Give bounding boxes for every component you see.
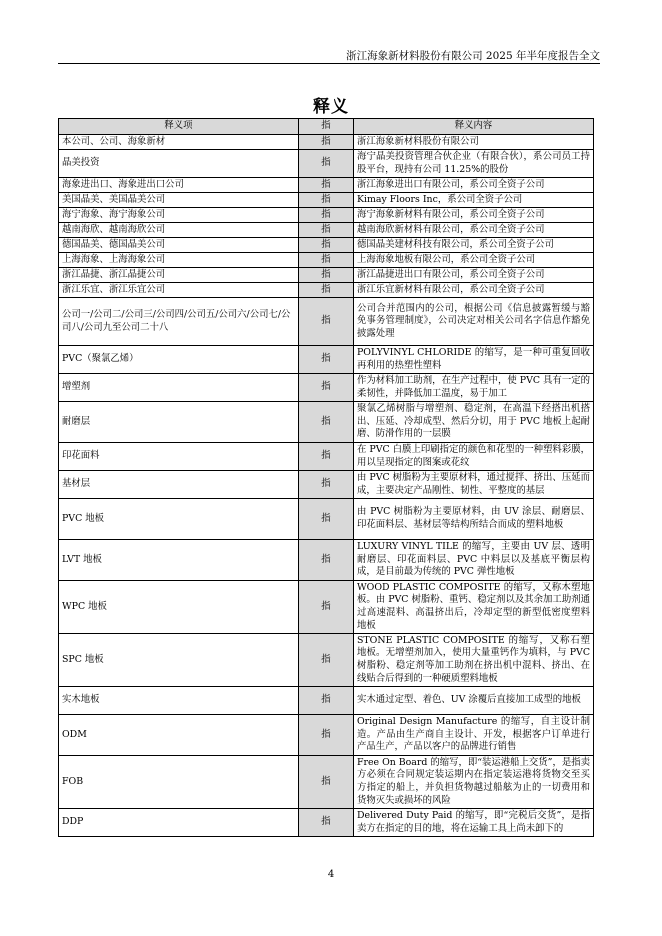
term-cell: 印花面料 [59, 443, 299, 471]
desc-cell: 浙江海象新材料股份有限公司 [354, 135, 594, 150]
desc-cell: 上海海象地板有限公司，系公司全资子公司 [354, 253, 594, 268]
term-cell: 越南海欣、越南海欣公司 [59, 223, 299, 238]
desc-cell: 实木通过定型、着色、UV 涂覆后直接加工成型的地板 [354, 687, 594, 715]
term-cell: 浙江晶捷、浙江晶捷公司 [59, 268, 299, 283]
table-row [59, 253, 594, 268]
page-title: 释义 [313, 97, 349, 117]
table-row [59, 499, 594, 540]
ref-cell: 指 [299, 223, 354, 238]
table-row [59, 238, 594, 253]
ref-cell: 指 [299, 283, 354, 298]
ref-cell: 指 [299, 581, 354, 634]
term-cell: DDP [59, 809, 299, 837]
ref-cell: 指 [299, 715, 354, 756]
term-cell: PVC（聚氯乙烯） [59, 346, 299, 374]
table-row [59, 715, 594, 756]
term-cell: 本公司、公司、海象新材 [59, 135, 299, 150]
header-ref: 指 [299, 119, 354, 135]
ref-cell: 指 [299, 402, 354, 443]
ref-cell: 指 [299, 135, 354, 150]
ref-cell: 指 [299, 193, 354, 208]
ref-cell: 指 [299, 178, 354, 193]
table-row [59, 471, 594, 499]
desc-cell: 公司合并范围内的公司，根据公司《信息披露暂缓与豁免事务管理制度》，公司决定对相关公司名字信息作豁免披露处理 [354, 298, 594, 346]
term-cell: 美国晶美、美国晶美公司 [59, 193, 299, 208]
header-desc: 释义内容 [354, 119, 594, 135]
table-row [59, 540, 594, 581]
term-cell: WPC 地板 [59, 581, 299, 634]
table-row [59, 135, 594, 150]
desc-cell: Free On Board 的缩写，即“装运港船上交货”，是指卖方必须在合同规定装运期内在指定装运港将货物交至买方指定的船上，并负担货物越过船舷为止的一切费用和货物灭失或损坏的风险 [354, 756, 594, 809]
desc-cell: 在 PVC 白膜上印刷指定的颜色和花型的一种塑料彩膜，用以呈现指定的图案或花纹 [354, 443, 594, 471]
desc-cell: 由 PVC 树脂粉为主要原材料，由 UV 涂层、耐磨层、印花面料层、基材层等结构所结合而成的塑料地板 [354, 499, 594, 540]
ref-cell: 指 [299, 253, 354, 268]
header-term: 释义项 [59, 119, 299, 135]
ref-cell: 指 [299, 298, 354, 346]
header-rule [58, 63, 600, 64]
table-row [59, 581, 594, 634]
table-row [59, 193, 594, 208]
desc-cell: Original Design Manufacture 的缩写，自主设计制造。产品由生产商自主设计、开发，根据客户订单进行产品生产，产品以客户的品牌进行销售 [354, 715, 594, 756]
table-row [59, 268, 594, 283]
table-row [59, 150, 594, 178]
ref-cell: 指 [299, 756, 354, 809]
table-row [59, 346, 594, 374]
desc-cell: 聚氯乙烯树脂与增塑剂、稳定剂，在高温下经搭出机搭出、压延、冷却成型、然后分切，用于 PVC 地板上起耐磨、防滑作用的一层膜 [354, 402, 594, 443]
desc-cell: LUXURY VINYL TILE 的缩写，主要由 UV 层、透明耐磨层、印花面料层、PVC 中料层以及基底平衡层构成，是目前最为传统的 PVC 弹性地板 [354, 540, 594, 581]
ref-cell: 指 [299, 634, 354, 687]
desc-cell: 浙江海象进出口有限公司，系公司全资子公司 [354, 178, 594, 193]
table-row [59, 634, 594, 687]
term-cell: 实木地板 [59, 687, 299, 715]
desc-cell: STONE PLASTIC COMPOSITE 的缩写，又称石塑地板。无增塑剂加入，使用大量重钙作为填料，与 PVC 树脂粉、稳定剂等加工助剂在挤出机中混料、挤出、在线贴合后得到的一种硬质塑料地板 [354, 634, 594, 687]
page-number: 4 [327, 869, 335, 880]
term-cell: PVC 地板 [59, 499, 299, 540]
definitions-table [58, 118, 594, 837]
ref-cell: 指 [299, 208, 354, 223]
term-cell: 上海海象、上海海象公司 [59, 253, 299, 268]
desc-cell: 浙江晶捷进出口有限公司，系公司全资子公司 [354, 268, 594, 283]
desc-cell: 海宁晶美投资管理合伙企业（有限合伙），系公司员工持股平台，现持有公司 11.25%的股份 [354, 150, 594, 178]
table-row [59, 374, 594, 402]
ref-cell: 指 [299, 374, 354, 402]
term-cell: 基材层 [59, 471, 299, 499]
table-row [59, 223, 594, 238]
term-cell: SPC 地板 [59, 634, 299, 687]
term-cell: 晶美投资 [59, 150, 299, 178]
term-cell: ODM [59, 715, 299, 756]
ref-cell: 指 [299, 471, 354, 499]
table-row [59, 756, 594, 809]
ref-cell: 指 [299, 238, 354, 253]
term-cell: 海宁海象、海宁海象公司 [59, 208, 299, 223]
desc-cell: Delivered Duty Paid 的缩写，即“完税后交货”，是指卖方在指定的目的地，将在运输工具上尚未卸下的 [354, 809, 594, 837]
ref-cell: 指 [299, 809, 354, 837]
table-row [59, 809, 594, 837]
term-cell: 耐磨层 [59, 402, 299, 443]
desc-cell: 海宁海象新材料有限公司，系公司全资子公司 [354, 208, 594, 223]
ref-cell: 指 [299, 443, 354, 471]
ref-cell: 指 [299, 687, 354, 715]
table-row [59, 178, 594, 193]
ref-cell: 指 [299, 150, 354, 178]
table-row [59, 687, 594, 715]
table-row [59, 298, 594, 346]
desc-cell: WOOD PLASTIC COMPOSITE 的缩写，又称木塑地板。由 PVC 树脂粉、重钙、稳定剂以及其余加工助剂通过高速混料、高温挤出后，冷却定型的新型低密度塑料地板 [354, 581, 594, 634]
ref-cell: 指 [299, 540, 354, 581]
ref-cell: 指 [299, 346, 354, 374]
table-header-row [59, 119, 594, 135]
table-row [59, 208, 594, 223]
table-row [59, 283, 594, 298]
desc-cell: 由 PVC 树脂粉为主要原材料，通过搅拌、挤出、压延而成，主要决定产品刚性、韧性、平整度的基层 [354, 471, 594, 499]
term-cell: FOB [59, 756, 299, 809]
term-cell: 海象进出口、海象进出口公司 [59, 178, 299, 193]
desc-cell: 德国晶美建材科技有限公司，系公司全资子公司 [354, 238, 594, 253]
term-cell: 浙江乐宜、浙江乐宜公司 [59, 283, 299, 298]
term-cell: 公司一/公司二/公司三/公司四/公司五/公司六/公司七/公司八/公司九至公司二十八 [59, 298, 299, 346]
desc-cell: Kimay Floors Inc，系公司全资子公司 [354, 193, 594, 208]
term-cell: LVT 地板 [59, 540, 299, 581]
table-row [59, 443, 594, 471]
desc-cell: 作为材料加工助剂，在生产过程中，使 PVC 具有一定的柔韧性，并降低加工温度，易于加工 [354, 374, 594, 402]
table-row [59, 402, 594, 443]
term-cell: 德国晶美、德国晶美公司 [59, 238, 299, 253]
ref-cell: 指 [299, 268, 354, 283]
desc-cell: 越南海欣新材料有限公司，系公司全资子公司 [354, 223, 594, 238]
page-header: 浙江海象新材料股份有限公司 2025 年半年度报告全文 [346, 50, 600, 62]
desc-cell: POLYVINYL CHLORIDE 的缩写，是一种可重复回收再利用的热塑性塑料 [354, 346, 594, 374]
ref-cell: 指 [299, 499, 354, 540]
desc-cell: 浙江乐宜新材料有限公司，系公司全资子公司 [354, 283, 594, 298]
term-cell: 增塑剂 [59, 374, 299, 402]
